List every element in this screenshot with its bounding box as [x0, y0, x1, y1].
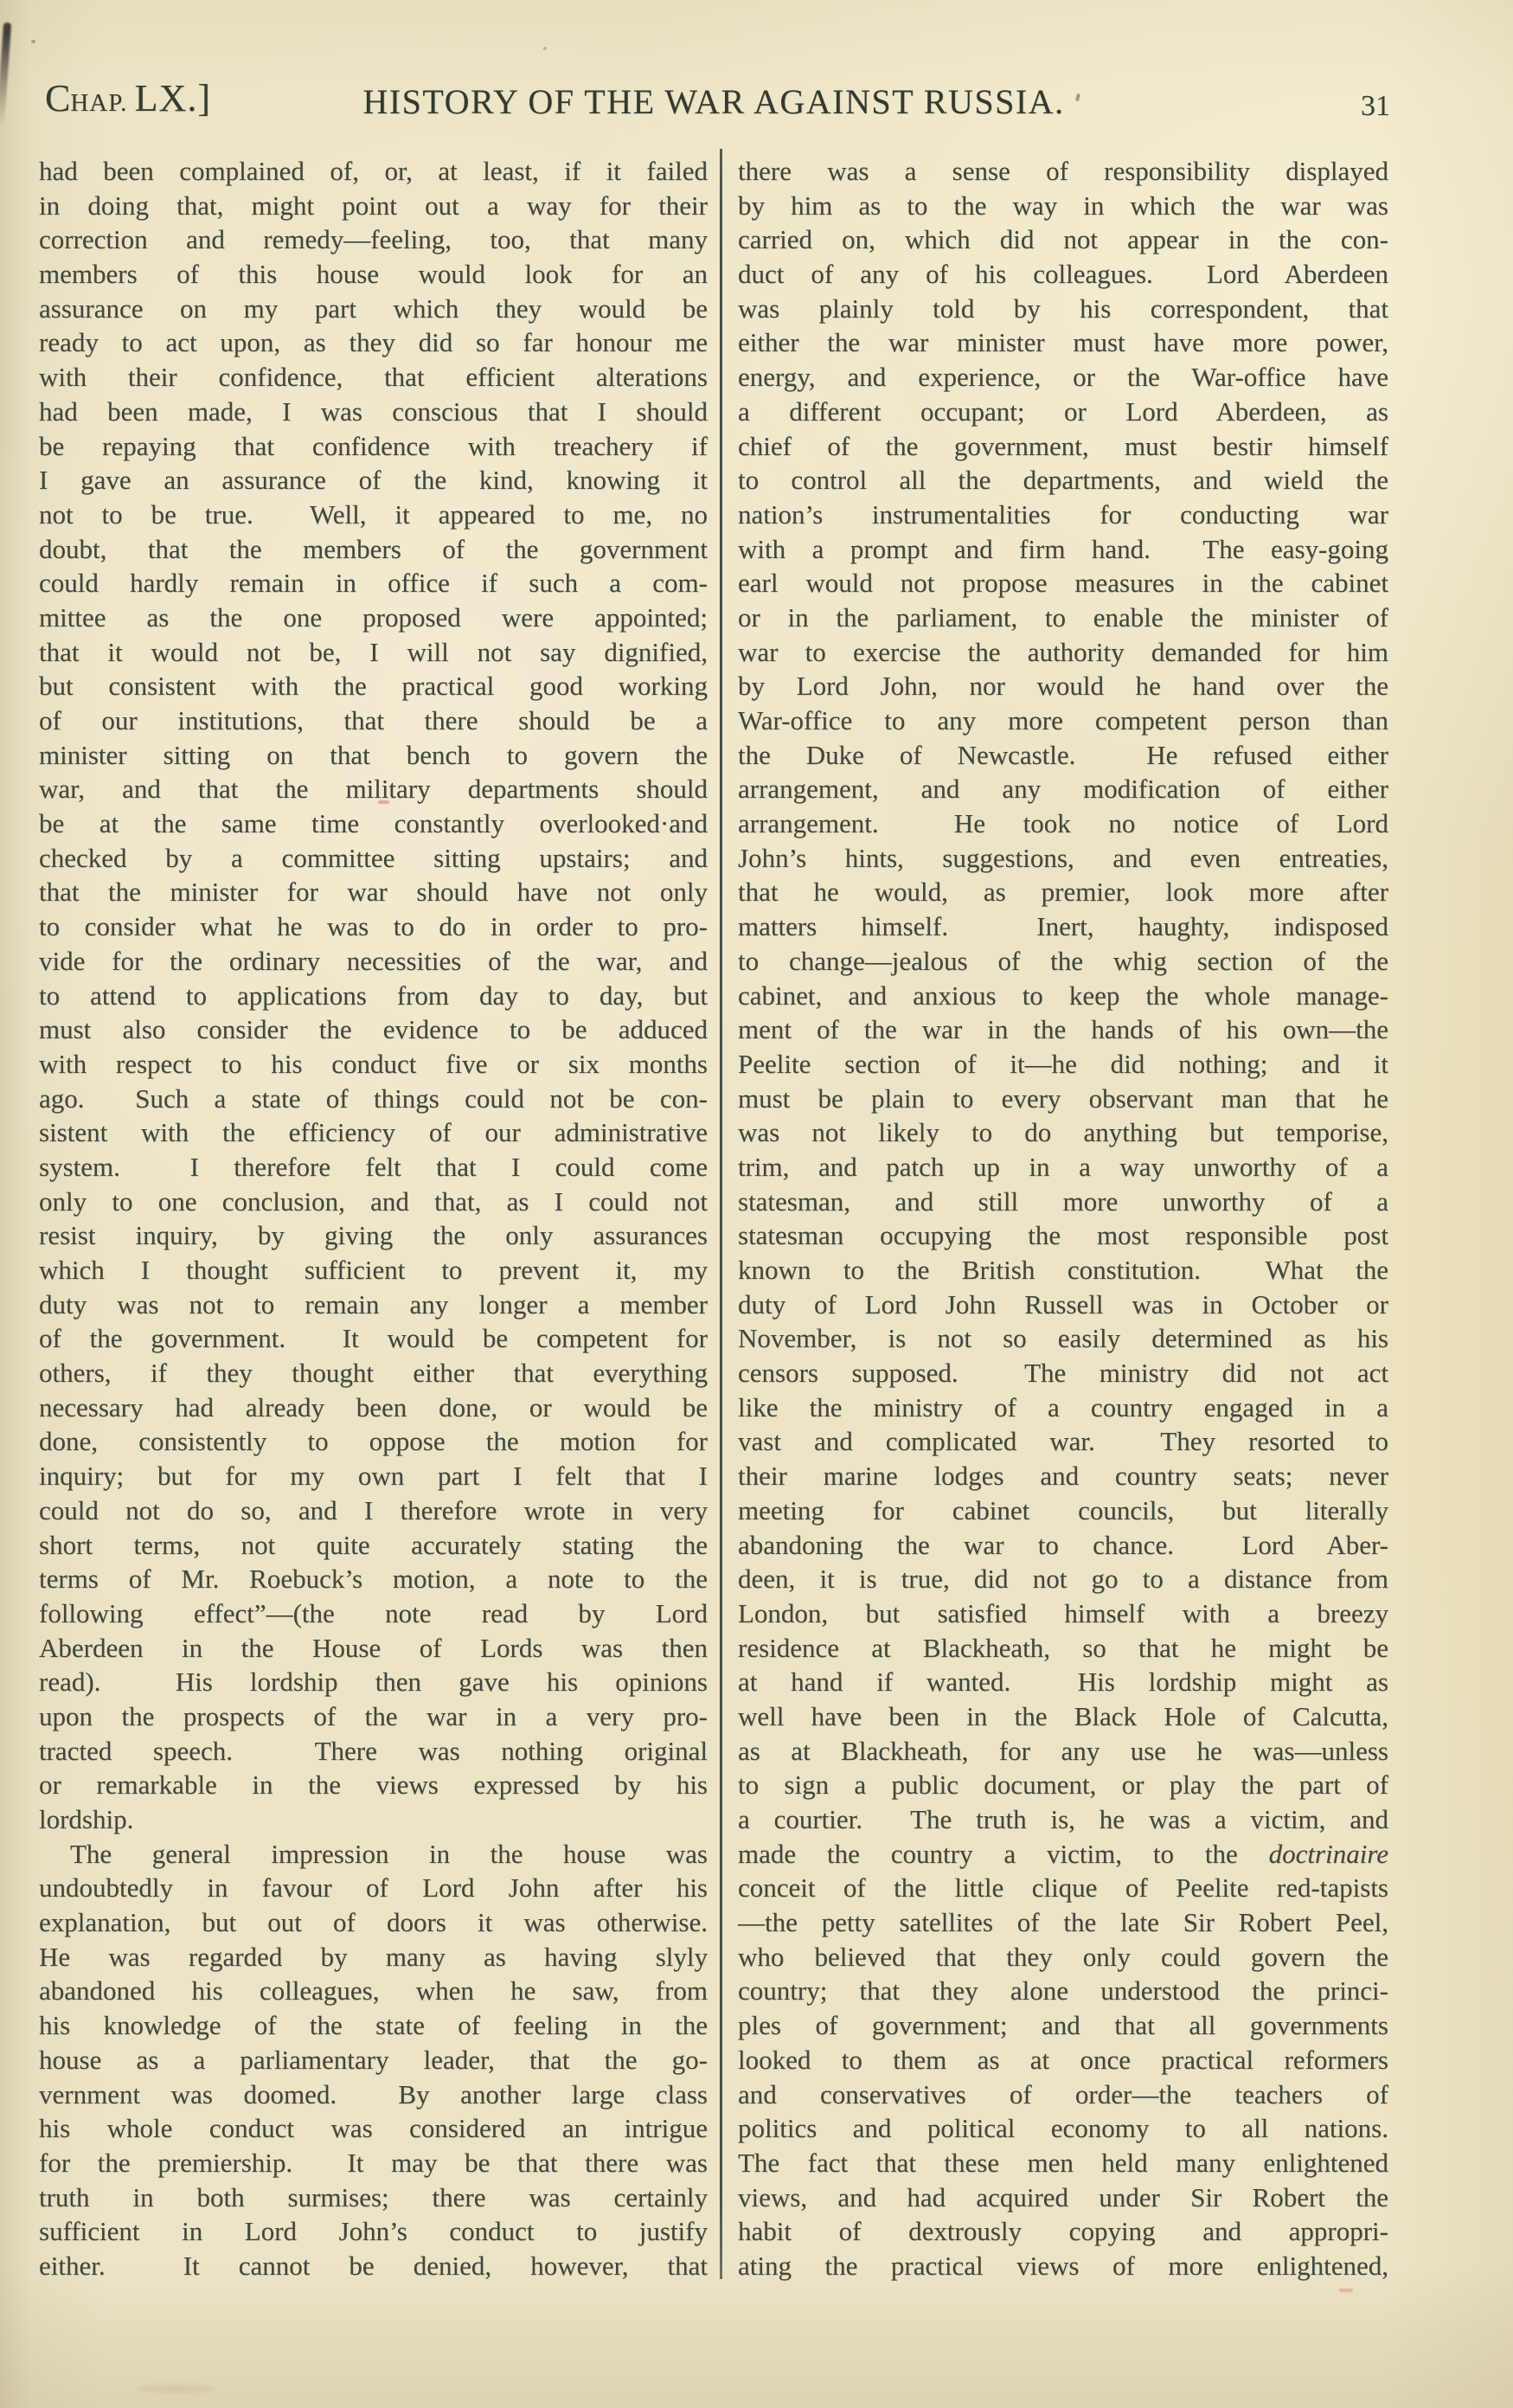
text-line: to consider what he was to do in order to pro- — [39, 911, 708, 942]
right-column — [738, 154, 1388, 2283]
text-line: as at Blackheath, for any use he was—unless — [738, 1735, 1388, 1766]
red-smudge — [1339, 2289, 1353, 2292]
text-line: be repaying that confidence with treachery if — [39, 430, 708, 461]
text-line: and conservatives of order—the teachers of — [738, 2078, 1388, 2109]
text-line: cabinet, and anxious to keep the whole manage- — [738, 979, 1388, 1011]
text-line: ago. Such a state of things could not be con- — [39, 1082, 708, 1114]
text-line: that he would, as premier, look more after — [738, 877, 1388, 908]
text-line: ment of the war in the hands of his own—the — [738, 1014, 1388, 1045]
text-line: only to one conclusion, and that, as I could not — [39, 1185, 708, 1217]
text-line: like the ministry of a country engaged in a — [738, 1391, 1388, 1422]
text-line: ples of government; and that all governments — [738, 2010, 1388, 2041]
ink-speck — [31, 40, 35, 43]
text-line: their marine lodges and country seats; never — [738, 1461, 1388, 1492]
text-line: statesman occupying the most responsible post — [738, 1220, 1388, 1251]
text-line: with a prompt and firm hand. The easy-going — [738, 533, 1388, 564]
text-line: inquiry; but for my own part I felt that I — [39, 1461, 708, 1492]
text-line: house as a parliamentary leader, that the go- — [39, 2044, 708, 2075]
text-line: chief of the government, must bestir himself — [738, 430, 1388, 461]
text-line: ating the practical views of more enlightened, — [738, 2250, 1388, 2281]
text-line: a courtier. The truth is, he was a victim, and — [738, 1804, 1388, 1834]
text-line: that the minister for war should have not only — [39, 877, 708, 908]
text-line: the Duke of Newcastle. He refused either — [738, 739, 1388, 770]
text-line: correction and remedy—feeling, too, that many — [39, 224, 708, 255]
text-line: vast and complicated war. They resorted to — [738, 1426, 1388, 1457]
text-line: War-office to any more competent person than — [738, 705, 1388, 735]
text-line: which I thought sufficient to prevent it, my — [39, 1255, 708, 1285]
text-line: undoubtedly in favour of Lord John after his — [39, 1872, 708, 1904]
text-line: explanation, but out of doors it was otherwise. — [39, 1907, 708, 1938]
text-line: others, if they thought either that everything — [39, 1358, 708, 1389]
text-line: but consistent with the practical good working — [39, 671, 708, 702]
chapter-label-rest: HAP. — [70, 89, 135, 117]
text-line: meeting for cabinet councils, but literally — [738, 1494, 1388, 1525]
text-line: his whole conduct was considered an intrigue — [39, 2113, 708, 2144]
text-line: or remarkable in the views expressed by his — [39, 1769, 708, 1801]
text-line: vide for the ordinary necessities of the war, and — [39, 945, 708, 976]
text-line: sufficient in Lord John’s conduct to justify — [39, 2216, 708, 2247]
text-line: his knowledge of the state of feeling in the — [39, 2010, 708, 2041]
text-line: truth in both surmises; there was certainly — [39, 2181, 708, 2212]
text-line: habit of dextrously copying and appropri- — [738, 2216, 1388, 2247]
text-line: carried on, which did not appear in the con- — [738, 224, 1388, 255]
text-line: arrangement. He took no notice of Lord — [738, 808, 1388, 839]
text-line: was not likely to do anything but temporise, — [738, 1117, 1388, 1148]
text-line: abandoned his colleagues, when he saw, from — [39, 1975, 708, 2007]
text-line: must be plain to every observant man that he — [738, 1082, 1388, 1114]
text-line: sistent with the efficiency of our administrative — [39, 1117, 708, 1148]
text-line: done, consistently to oppose the motion for — [39, 1426, 708, 1457]
chapter-label-initial: C — [45, 77, 71, 119]
text-line: of our institutions, that there should be a — [39, 705, 708, 735]
text-line: nation’s instrumentalities for conducting war — [738, 498, 1388, 530]
text-line: by him as to the way in which the war was — [738, 189, 1388, 221]
text-line: or in the parliament, to enable the minister of — [738, 601, 1388, 633]
text-line: Aberdeen in the House of Lords was then — [39, 1632, 708, 1663]
text-line: to sign a public document, or play the part of — [738, 1769, 1388, 1801]
page-number: 31 — [1361, 90, 1390, 122]
text-line: London, but satisfied himself with a breezy — [738, 1597, 1388, 1628]
text-line: had been complained of, or, at least, if it failed — [39, 156, 708, 186]
text-line: made the country a victim, to the doctrinaire — [738, 1838, 1388, 1869]
text-line: for the premiership. It may be that there was — [39, 2147, 708, 2178]
text-line: tracted speech. There was nothing original — [39, 1735, 708, 1766]
text-line: either. It cannot be denied, however, that — [39, 2250, 708, 2281]
text-line: matters himself. Inert, haughty, indisposed — [738, 911, 1388, 942]
text-line: system. I therefore felt that I could come — [39, 1151, 708, 1182]
text-line: mittee as the one proposed were appointed; — [39, 601, 708, 633]
text-line: Peelite section of it—he did nothing; and it — [738, 1048, 1388, 1079]
text-line: energy, and experience, or the War-office have — [738, 362, 1388, 393]
text-line: that it would not be, I will not say dignified, — [39, 636, 708, 667]
text-line: abandoning the war to chance. Lord Aber- — [738, 1529, 1388, 1560]
text-line: duty was not to remain any longer a member — [39, 1288, 708, 1320]
text-line: terms of Mr. Roebuck’s motion, a note to the — [39, 1564, 708, 1595]
text-line: trim, and patch up in a way unworthy of a — [738, 1151, 1388, 1182]
text-line: looked to them as at once practical reformers — [738, 2044, 1388, 2075]
text-line: censors supposed. The ministry did not act — [738, 1358, 1388, 1389]
red-smudge — [138, 2385, 216, 2393]
text-line: members of this house would look for an — [39, 259, 708, 290]
text-line: He was regarded by many as having slyly — [39, 1941, 708, 1972]
text-line: was plainly told by his correspondent, that — [738, 292, 1388, 324]
text-line: with respect to his conduct five or six months — [39, 1048, 708, 1079]
text-line: duty of Lord John Russell was in October or — [738, 1288, 1388, 1320]
text-line: be at the same time constantly overlooked·and — [39, 808, 708, 839]
text-line: must also consider the evidence to be adduced — [39, 1014, 708, 1045]
chapter-label-number: LX.] — [134, 77, 211, 119]
text-line: known to the British constitution. What the — [738, 1255, 1388, 1285]
text-line: either the war minister must have more power, — [738, 327, 1388, 358]
page-title: HISTORY OF THE WAR AGAINST RUSSIA. — [362, 82, 1065, 121]
text-line: well have been in the Black Hole of Calcutta, — [738, 1700, 1388, 1731]
text-line: a different occupant; or Lord Aberdeen, as — [738, 395, 1388, 427]
text-line: views, and had acquired under Sir Robert the — [738, 2181, 1388, 2212]
text-line: following effect”—(the note read by Lord — [39, 1597, 708, 1628]
text-line: to change—jealous of the whig section of the — [738, 945, 1388, 976]
text-line: residence at Blackheath, so that he might be — [738, 1632, 1388, 1663]
text-line: not to be true. Well, it appeared to me, no — [39, 498, 708, 530]
text-line: war to exercise the authority demanded for him — [738, 636, 1388, 667]
text-line: could not do so, and I therefore wrote in very — [39, 1494, 708, 1525]
text-line: The general impression in the house was — [70, 1838, 708, 1869]
text-line: lordship. — [39, 1804, 134, 1834]
text-line: upon the prospects of the war in a very pro- — [39, 1700, 708, 1731]
text-line: minister sitting on that bench to govern the — [39, 739, 708, 770]
ink-speck — [543, 47, 547, 50]
text-line: ready to act upon, as they did so far honour me — [39, 327, 708, 358]
text-line: resist inquiry, by giving the only assurances — [39, 1220, 708, 1251]
text-line: November, is not so easily determined as his — [738, 1323, 1388, 1354]
text-line: earl would not propose measures in the cabinet — [738, 568, 1388, 599]
text-line: in doing that, might point out a way for their — [39, 189, 708, 221]
text-line: politics and political economy to all nations. — [738, 2113, 1388, 2144]
text-line: —the petty satellites of the late Sir Robert Peel, — [738, 1907, 1388, 1938]
text-line: doubt, that the members of the government — [39, 533, 708, 564]
text-line: had been made, I was conscious that I should — [39, 395, 708, 427]
text-line: necessary had already been done, or would be — [39, 1391, 708, 1422]
text-line: John’s hints, suggestions, and even entreaties, — [738, 842, 1388, 873]
text-line: checked by a committee sitting upstairs; and — [39, 842, 708, 873]
text-line: arrangement, and any modification of either — [738, 774, 1388, 805]
text-line: could hardly remain in office if such a com- — [39, 568, 708, 599]
text-line: read). His lordship then gave his opinions — [39, 1666, 708, 1698]
text-line: duct of any of his colleagues. Lord Aberdeen — [738, 259, 1388, 290]
text-line: to control all the departments, and wield the — [738, 465, 1388, 496]
text-line: at hand if wanted. His lordship might as — [738, 1666, 1388, 1698]
text-line: who believed that they only could govern the — [738, 1941, 1388, 1972]
column-divider — [720, 149, 722, 2279]
text-line: country; that they alone understood the princi- — [738, 1975, 1388, 2007]
text-line: by Lord John, nor would he hand over the — [738, 671, 1388, 702]
text-line: short terms, not quite accurately stating the — [39, 1529, 708, 1560]
text-line: conceit of the little clique of Peelite red-tapists — [738, 1872, 1388, 1904]
text-line: deen, it is true, did not go to a distance from — [738, 1564, 1388, 1595]
text-line: there was a sense of responsibility displayed — [738, 156, 1388, 186]
text-line: of the government. It would be competent for — [39, 1323, 708, 1354]
text-line: I gave an assurance of the kind, knowing it — [39, 465, 708, 496]
text-line: war, and that the military departments should — [39, 774, 708, 805]
text-line: to attend to applications from day to day, but — [39, 979, 708, 1011]
text-line: with their confidence, that efficient alterations — [39, 362, 708, 393]
text-line: The fact that these men held many enlightened — [738, 2147, 1388, 2178]
page-edge-shadow — [0, 22, 11, 126]
text-line: statesman, and still more unworthy of a — [738, 1185, 1388, 1217]
text-line: assurance on my part which they would be — [39, 292, 708, 324]
left-column — [39, 154, 708, 2283]
text-line: vernment was doomed. By another large class — [39, 2078, 708, 2109]
